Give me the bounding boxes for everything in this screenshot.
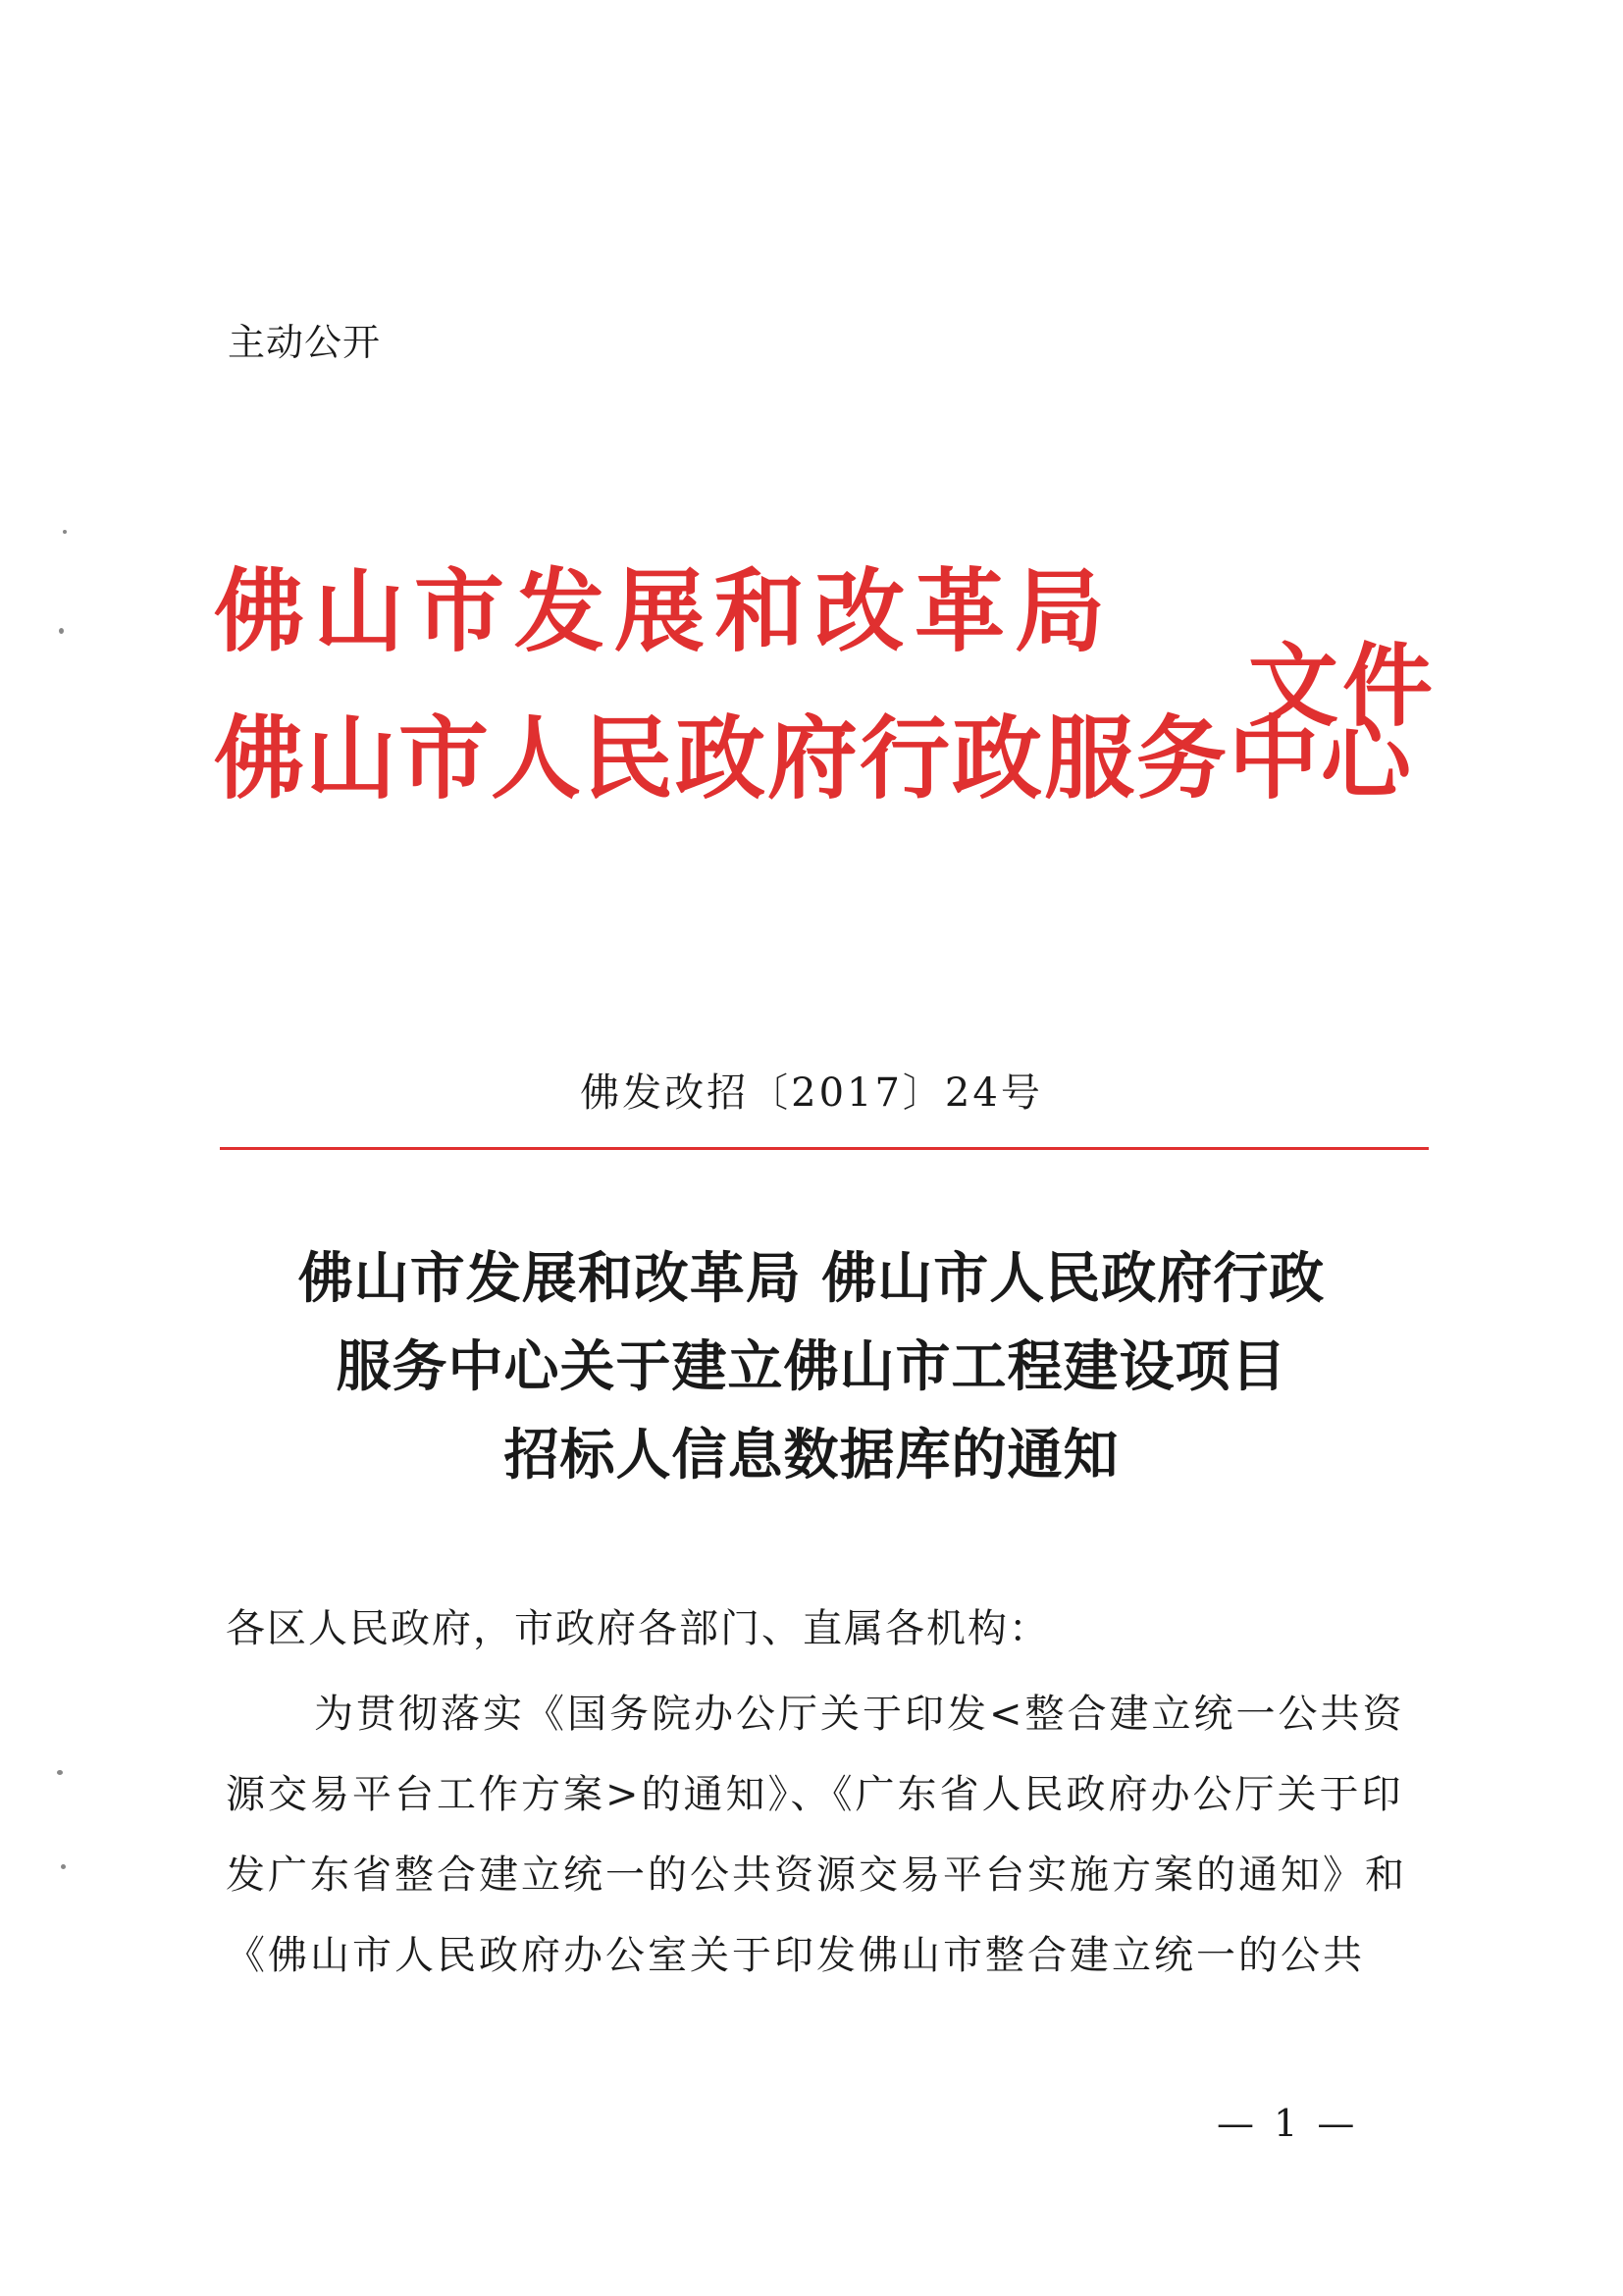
title-line: 招标人信息数据库的通知 — [503, 1423, 1120, 1487]
issuer-name: 佛山市发展和改革局 — [214, 558, 1116, 664]
scan-speck — [61, 1864, 66, 1869]
scan-speck — [59, 628, 64, 634]
body-line: 《佛山市人民政府办公室关于印发佛山市整合建立统一的公共 — [226, 1933, 1365, 1978]
salutation: 各区人民政府，市政府各部门、直属各机构： — [226, 1606, 1050, 1651]
letterhead-issuers — [214, 538, 1413, 832]
document-number: 佛发改招〔2017〕24号 — [580, 1070, 1043, 1116]
red-divider — [220, 1147, 1429, 1150]
body-paragraph — [226, 1674, 1442, 1996]
body-line: 发广东省整合建立统一的公共资源交易平台实施方案的通知》和 — [226, 1852, 1407, 1898]
body-line: 为贯彻落实《国务院办公厅关于印发<整合建立统一公共资 — [314, 1692, 1405, 1737]
letterhead-doc-type: 文件 — [1248, 633, 1438, 739]
scan-speck — [57, 1770, 63, 1775]
scan-speck — [63, 530, 67, 534]
title-line: 服务中心关于建立佛山市工程建设项目 — [336, 1334, 1287, 1399]
page-number: — 1 — — [1217, 2102, 1359, 2145]
document-title — [0, 1234, 1623, 1499]
title-line: 佛山市发展和改革局 佛山市人民政府行政 — [297, 1246, 1326, 1311]
body-line: 源交易平台工作方案>的通知》、《广东省人民政府办公厅关于印 — [226, 1772, 1404, 1817]
classification-label: 主动公开 — [228, 321, 382, 364]
issuer-name: 佛山市人民政府行政服务中心 — [214, 705, 1414, 811]
